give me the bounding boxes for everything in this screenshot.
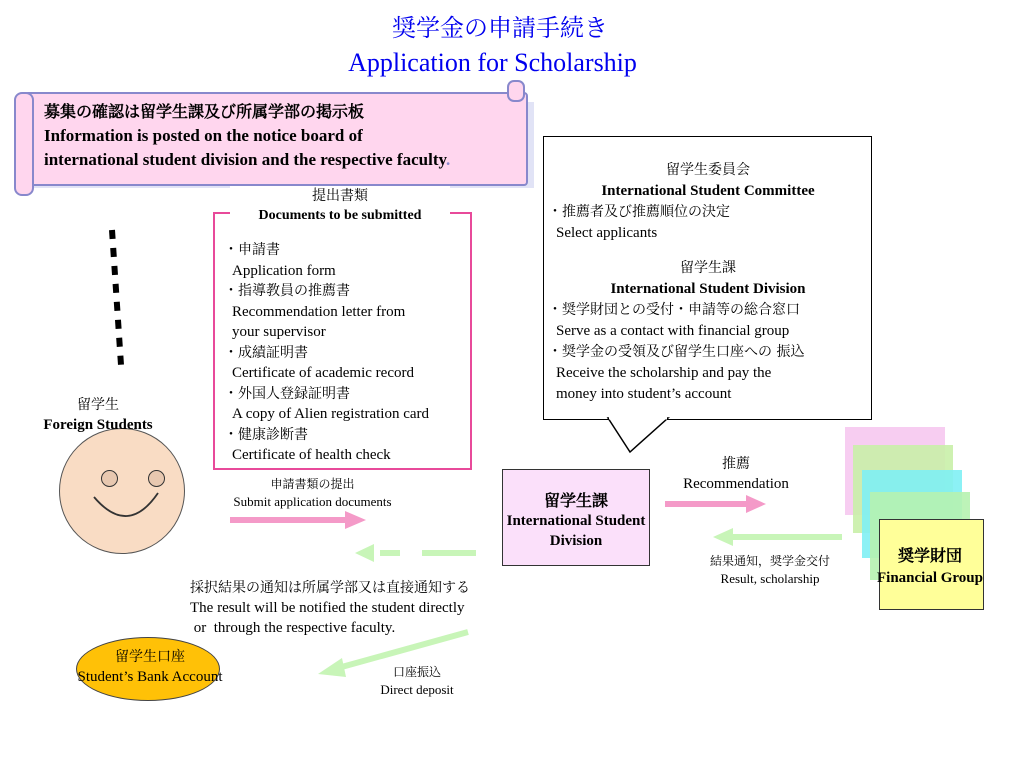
division-box-en2: Division	[549, 533, 603, 549]
student-en: Foreign Students	[43, 417, 153, 433]
division-duty1-ja: ・奨学財団との受付・申請等の総合窓口	[548, 302, 800, 318]
recommendation-label	[670, 454, 802, 494]
notify-en2: or through the respective faculty.	[190, 620, 396, 636]
notice-ja: 募集の確認は留学生課及び所属学部の掲示板	[44, 102, 365, 121]
financial-en: Financial Group	[877, 570, 983, 586]
notice-en-period: .	[446, 150, 451, 169]
doc-item-en: Application form	[232, 262, 336, 279]
bank-ja: 留学生口座	[115, 649, 185, 665]
recommendation-arrow	[665, 495, 766, 513]
doc-item-ja: ・指導教員の推薦書	[224, 283, 350, 299]
committee-title-en: International Student Committee	[601, 183, 815, 199]
doc-item-en: Certificate of academic record	[232, 365, 414, 381]
deposit-label	[362, 664, 472, 698]
documents-heading-ja: 提出書類	[312, 188, 368, 204]
financial-ja: 奨学財団	[897, 546, 962, 565]
doc-item-en: your supervisor	[232, 324, 326, 340]
documents-heading-en: Documents to be submitted	[258, 208, 422, 223]
deposit-en: Direct deposit	[380, 682, 454, 697]
recommendation-ja: 推薦	[722, 456, 750, 472]
doc-item-ja: ・申請書	[224, 242, 280, 258]
result-arrow	[713, 528, 842, 546]
title-japanese: 奨学金の申請手続き	[392, 14, 608, 42]
division-title-ja: 留学生課	[680, 260, 736, 276]
student-label	[20, 395, 176, 435]
submit-ja: 申請書類の提出	[270, 477, 355, 491]
notice-en-line1: Information is posted on the notice board of	[44, 126, 363, 145]
doc-item-ja: ・健康診断書	[224, 426, 308, 443]
student-ja: 留学生	[77, 397, 119, 413]
callout-tail	[608, 418, 668, 452]
committee-title-ja: 留学生委員会	[666, 162, 750, 178]
eye-icon	[101, 470, 118, 487]
division-box-ja: 留学生課	[543, 491, 608, 510]
division-box-text	[496, 491, 656, 551]
notify-en1: The result will be notified the student directly	[190, 600, 465, 616]
division-duty2-en1: Receive the scholarship and pay the	[556, 365, 772, 381]
division-title-en: International Student Division	[610, 281, 806, 297]
result-label	[690, 553, 850, 587]
division-duty1-en: Serve as a contact with financial group	[556, 323, 790, 339]
notice-en-line2: international student division and the respective faculty	[44, 150, 447, 169]
dotted-connector	[112, 230, 121, 365]
doc-item-ja: ・成績証明書	[224, 344, 308, 361]
submit-en: Submit application documents	[233, 494, 392, 509]
doc-item-ja: ・外国人登録証明書	[224, 385, 350, 402]
doc-item-en: Certificate of health check	[232, 447, 391, 463]
deposit-ja: 口座振込	[392, 665, 441, 679]
committee-task-ja: ・推薦者及び推薦順位の決定	[548, 204, 730, 220]
result-ja: 結果通知，奨学金交付	[709, 554, 830, 568]
smile-icon	[90, 489, 160, 529]
title-english: Application for Scholarship	[348, 48, 637, 77]
eye-icon	[148, 470, 165, 487]
submit-arrow	[230, 511, 366, 529]
division-box-en1: International Student	[506, 513, 646, 529]
return-arrow	[355, 544, 476, 562]
recommendation-en: Recommendation	[683, 476, 789, 492]
notify-ja: 採択結果の通知は所属学部又は直接通知する	[190, 580, 470, 596]
result-en: Result, scholarship	[720, 571, 820, 586]
division-duty2-en2: money into student’s account	[556, 386, 732, 402]
notify-label	[190, 578, 470, 638]
doc-item-en: Recommendation letter from	[232, 303, 406, 320]
student-face	[59, 428, 185, 554]
bank-label	[60, 647, 240, 687]
doc-item-en: A copy of Alien registration card	[232, 406, 430, 422]
division-duty2-ja: ・奨学金の受領及び留学生口座への 振込	[548, 344, 805, 360]
submit-label	[215, 476, 410, 510]
committee-task-en: Select applicants	[556, 225, 658, 241]
bank-en: Student’s Bank Account	[77, 669, 223, 685]
